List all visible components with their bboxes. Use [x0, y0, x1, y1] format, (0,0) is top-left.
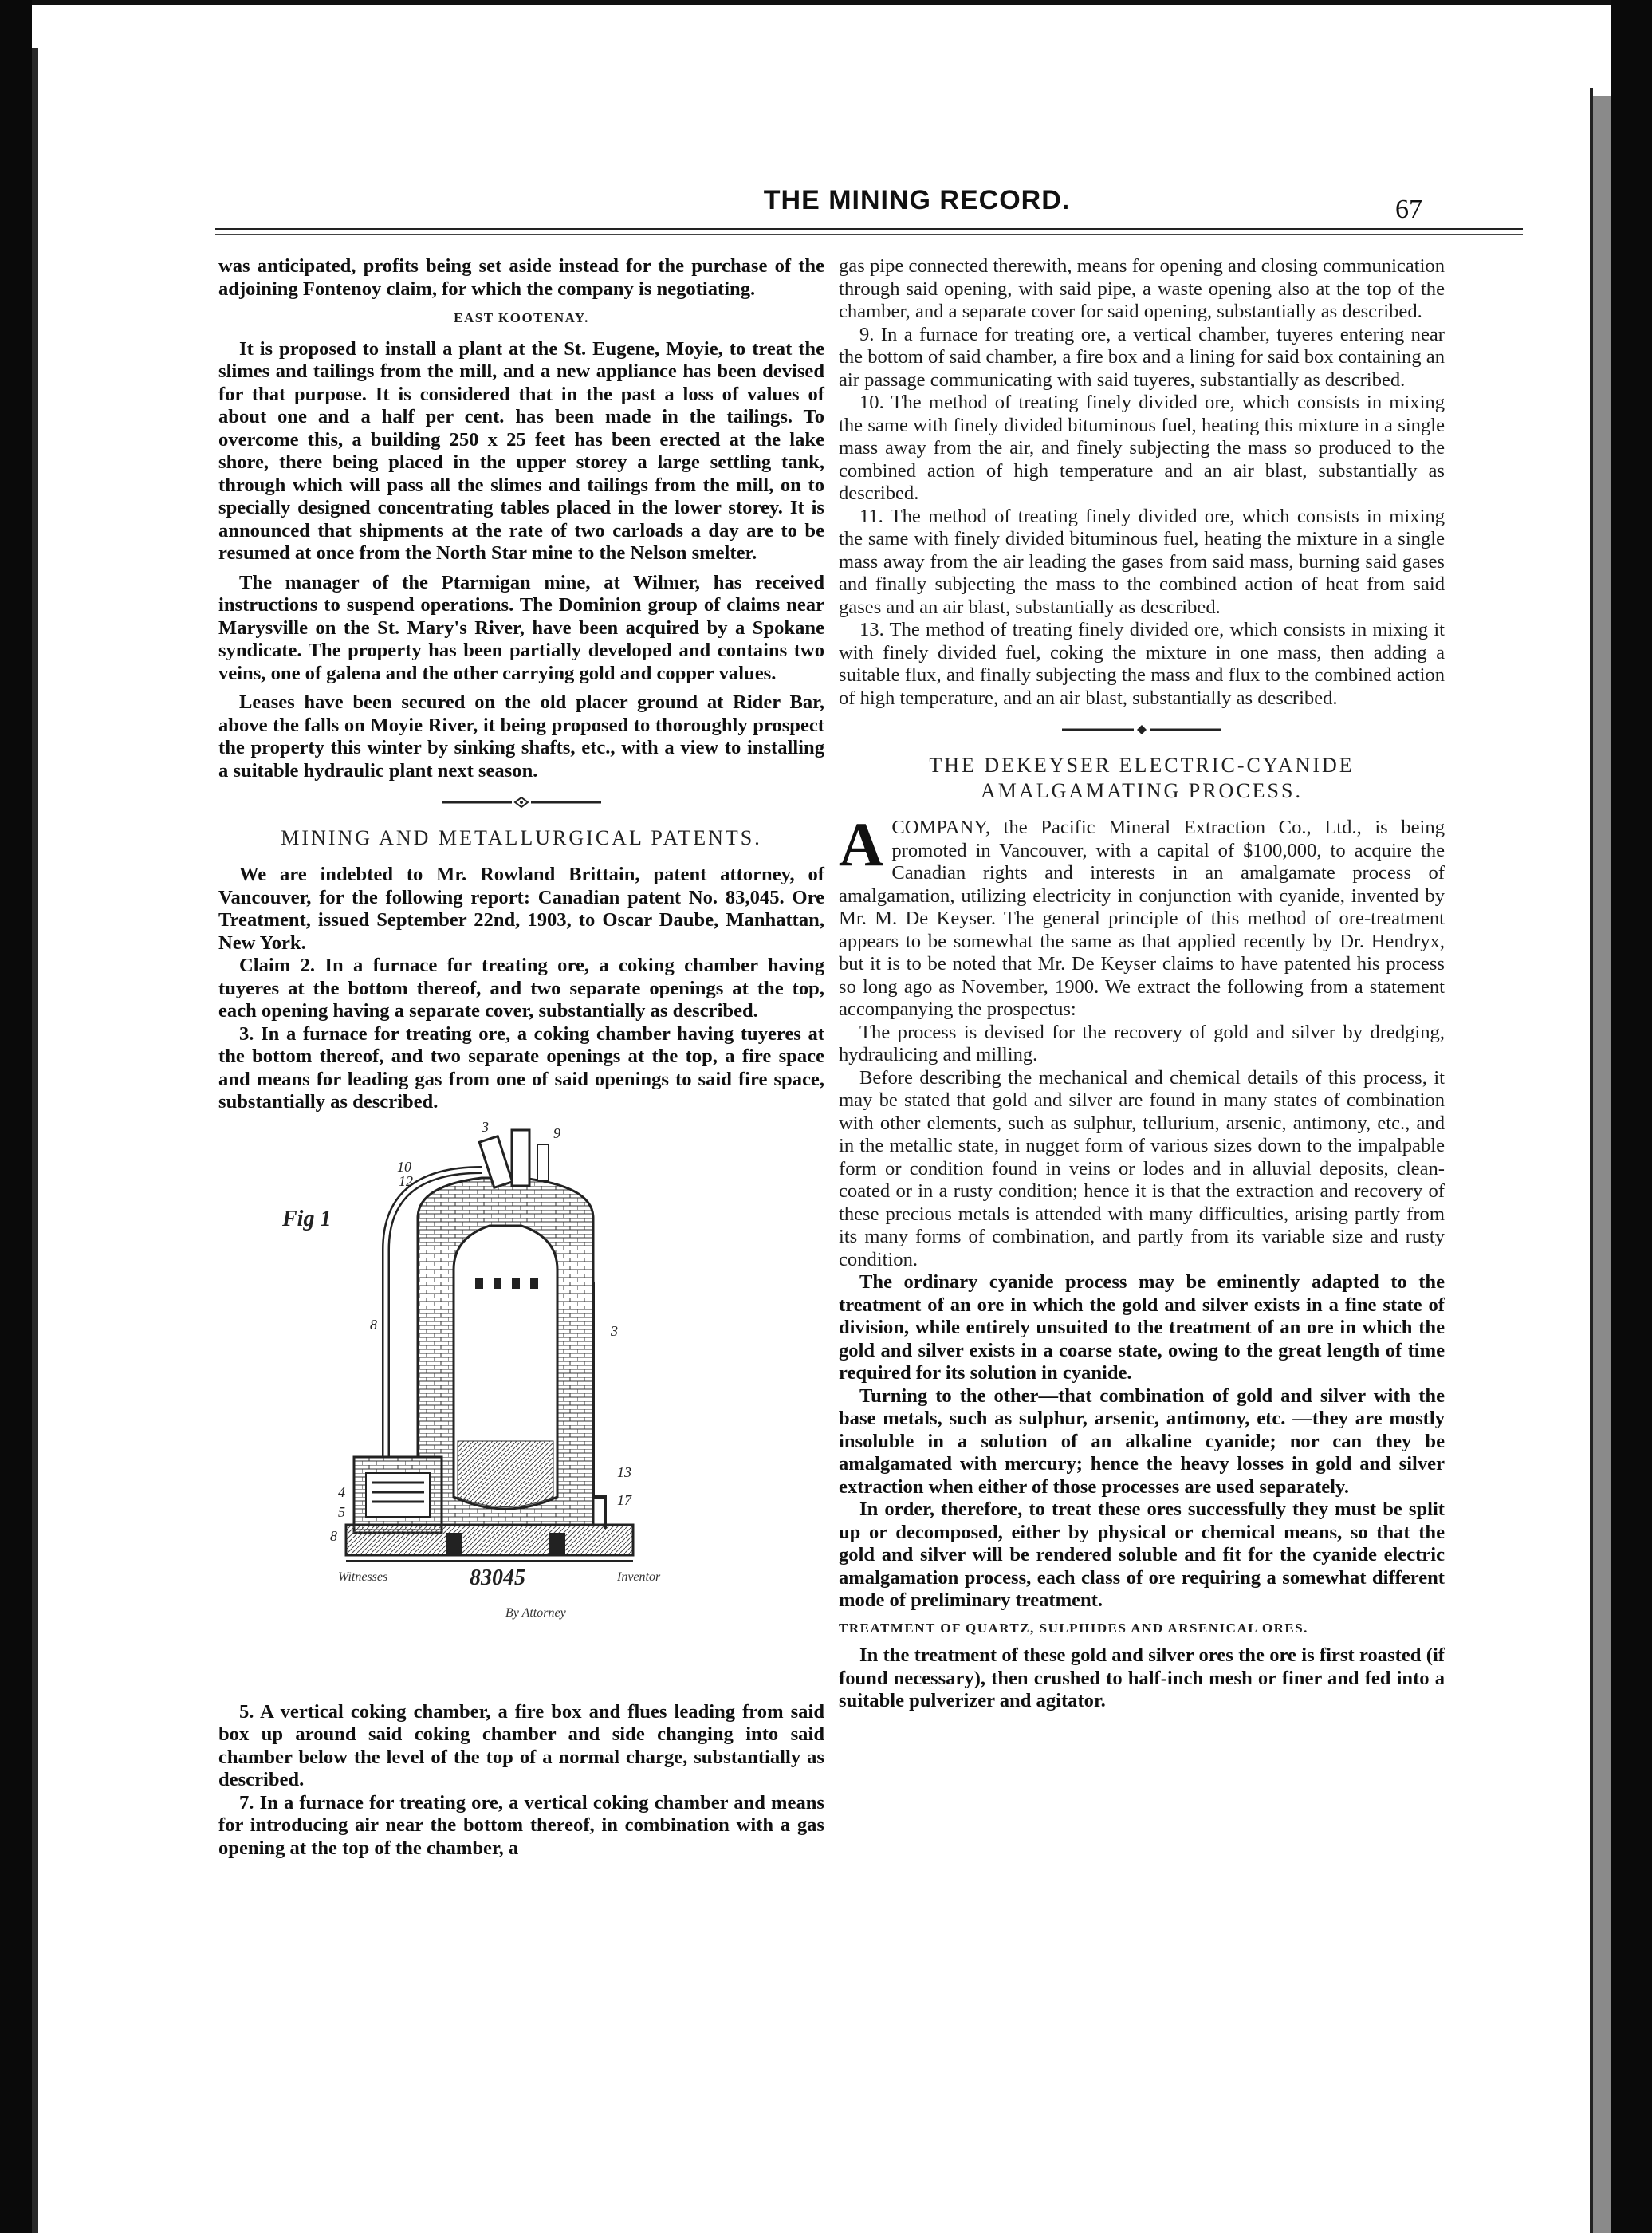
paragraph-claim-10: 10. The method of treating finely divided ore, which consists in mixing the same with finely divided bituminous fuel, heating this mixture in a single mass away from the air, and finely subjecting the mass so produced to the combined action of high temperature and an air blast, substantially as described.: [839, 392, 1445, 504]
paragraph-dekeyser-1: [839, 809, 1445, 1022]
page-number: 67: [1395, 195, 1422, 224]
header-rule: [215, 228, 1523, 230]
right-column: [839, 255, 1445, 1713]
paragraph-dekeyser-5: Turning to the other—that combination of gold and silver with the base metals, such as sulphur, arsenic, antimony, etc. —they are mostly insoluble in a solution of an alkaline cyanide; nor can they be amalgamated with mercury; hence the heavy losses in gold and silver extraction when either of those processes are used separately.: [839, 1384, 1445, 1498]
figure-label: Fig 1: [282, 1206, 332, 1231]
paragraph-claim-7: 7. In a furnace for treating ore, a vertical coking chamber and means for introducing air near the bottom thereof, in combination with a gas opening at the top of the chamber, a: [218, 1791, 824, 1859]
furnace-patent-drawing: [218, 1122, 824, 1688]
figure-inventor: Inventor: [617, 1569, 661, 1584]
svg-text:4: 4: [338, 1483, 345, 1500]
paragraph-east-kootenay-3: Leases have been secured on the old placer ground at Rider Bar, above the falls on Moyie River, it being proposed to thoroughly prospect the property this winter by sinking shafts, etc., with a view to installing a suitable hydraulic plant next season.: [218, 691, 824, 782]
svg-text:8: 8: [370, 1316, 377, 1333]
svg-text:13: 13: [617, 1463, 631, 1480]
east-kootenay-heading: EAST KOOTENAY.: [454, 310, 589, 325]
paragraph-dekeyser-2: The process is devised for the recovery of gold and silver by dredging, hydraulicing and milling.: [839, 1021, 1445, 1065]
patents-title: MINING AND METALLURGICAL PATENTS.: [281, 826, 762, 849]
paragraph-dekeyser-7: In the treatment of these gold and silver ores the ore is first roasted (if found necessary), then crushed to half-inch mesh or finer and fed into a suitable pulverizer and agitator.: [839, 1644, 1445, 1711]
figure-witnesses: Witnesses: [338, 1569, 388, 1584]
svg-text:3: 3: [482, 1121, 489, 1135]
header-rule-thin: [215, 234, 1523, 235]
figure-attorney: By Attorney: [505, 1605, 566, 1620]
paragraph-dekeyser-3: Before describing the mechanical and chemical details of this process, it may be stated that gold and silver are found in many states of combination with other elements, such as sulphur, tellurium, arsenic, antimony, etc., and in the metallic state, in nugget form of various sizes down to the impalpable form or condition found in veins or lodes and in alluvial deposits, clean-coated or in a rusty condition; hence it is that the extraction and recovery of these precious metals is attended with many difficulties, arising partly from its many forms of combination, and partly from its variable size and rusty condition.: [839, 1066, 1445, 1270]
paragraph-claim-3: 3. In a furnace for treating ore, a coking chamber having tuyeres at the bottom thereof, and two separate openings at the top, a fire space and means for leading gas from one of said openings to said fire space, substantially as described.: [218, 1022, 824, 1113]
svg-text:17: 17: [617, 1491, 631, 1508]
svg-text:5: 5: [338, 1503, 345, 1520]
section-ornament: [218, 797, 824, 808]
book-binding-left: [0, 0, 32, 2233]
left-column: [218, 255, 824, 1860]
paragraph-intro: was anticipated, profits being set aside instead for the purchase of the adjoining Fontenoy claim, for which the company is negotiating.: [218, 255, 824, 300]
section-ornament-right: [839, 724, 1445, 735]
running-head-title: THE MINING RECORD.: [763, 185, 1071, 215]
svg-text:12: 12: [399, 1172, 413, 1189]
paragraph-claim-5: 5. A vertical coking chamber, a fire box and flues leading from said box up around said coking chamber and side changing into said chamber below the level of the top of a normal charge, substantially as described.: [218, 1700, 824, 1790]
paragraph-east-kootenay-1: It is proposed to install a plant at the St. Eugene, Moyie, to treat the slimes and tailings from the mill, and a new appliance has been devised for that purpose. It is considered that in the past a loss of values of about one and a half per cent. has been made in the tailings. To overcome this, a building 250 x 25 feet has been erected at the lake shore, there being placed in the upper storey a large settling tank, through which will pass all the slimes and tailings from the mill, on to specially designed concentrating tables placed in the lower storey. It is announced that shipments at the rate of two carloads a day are to be resumed at once from the North Star mine to the Nelson smelter.: [218, 337, 824, 564]
paragraph-claim-2: Claim 2. In a furnace for treating ore, a coking chamber having tuyeres at the bottom thereof, and two separate openings at the top, each opening having a separate cover, substantially as described.: [218, 955, 824, 1022]
dekeyser-title: THE DEKEYSER ELECTRIC-CYANIDE AMALGAMATING PROCESS.: [929, 754, 1355, 802]
page-stack-edge: [1593, 96, 1611, 2233]
figure-patent-number: 83045: [470, 1565, 525, 1590]
paragraph-east-kootenay-2: The manager of the Ptarmigan mine, at Wilmer, has received instructions to suspend operations. The Dominion group of claims near Marysville on the St. Mary's River, have been acquired by a Spokane syndicate. The property has been partially developed and contains two veins, one of galena and the other carrying gold and copper values.: [218, 571, 824, 684]
paragraph-claim-11: 11. The method of treating finely divided ore, which consists in mixing the same with finely divided bituminous fuel, heating the mixture in a single mass away from the air leading the gases from said mass, burning said gases and finally subjecting the mass to the combined action of heat from said gases and an air blast, substantially as described.: [839, 505, 1445, 618]
drop-cap-letter: A: [839, 809, 884, 879]
svg-text:8: 8: [330, 1527, 337, 1544]
paragraph-patent-intro: We are indebted to Mr. Rowland Brittain, patent attorney, of Vancouver, for the following report: Canadian patent No. 83,045. Ore Treatment, issued September 22nd, 1903, to Oscar Daube, Manhattan, New York.: [218, 864, 824, 954]
book-binding-right: [1611, 0, 1652, 2233]
furnace-drawing-svg: [218, 1122, 824, 1688]
book-binding-left-shadow: [32, 48, 38, 2233]
svg-text:10: 10: [397, 1158, 411, 1175]
paragraph-claim-13: 13. The method of treating finely divided ore, which consists in mixing it with finely divided fuel, coking the mixture in one mass, then adding a suitable flux, and finally subjecting the mass and flux to the combined action of high temperature, and an air blast, substantially as described.: [839, 619, 1445, 709]
paragraph-claim-9: 9. In a furnace for treating ore, a vertical chamber, tuyeres entering near the bottom of said chamber, a fire box and a lining for said box containing an air passage communicating with said tuyeres, substantially as described.: [839, 323, 1445, 391]
journal-page: [56, 16, 1588, 2217]
paragraph-claim-7-continued: gas pipe connected therewith, means for opening and closing communication through said opening, with said pipe, a waste opening also at the top of the chamber, and a separate cover for said opening, substantially as described.: [839, 255, 1445, 322]
svg-text:3: 3: [611, 1322, 618, 1339]
paragraph-dekeyser-4: The ordinary cyanide process may be eminently adapted to the treatment of an ore in which the gold and silver exists in a fine state of division, while entirely unsuited to the treatment of an ore in which the gold and silver exists in a coarse state, owing to the great length of time required for its solution in cyanide.: [839, 1271, 1445, 1384]
svg-text:9: 9: [553, 1124, 560, 1141]
paragraph-dekeyser-6: In order, therefore, to treat these ores successfully they must be split up or decomposed, either by physical or chemical means, so that the gold and silver will be rendered soluble and fit for the cyanide electric amalgamation process, each class of ore requiring a somewhat different mode of preliminary treatment.: [839, 1499, 1445, 1611]
treatment-heading: TREATMENT OF QUARTZ, SULPHIDES AND ARSENICAL ORES.: [839, 1620, 1308, 1636]
page-top-edge: [32, 0, 1611, 5]
paragraph-dekeyser-1-text: COMPANY, the Pacific Mineral Extraction Co., Ltd., is being promoted in Vancouver, with a capital of $100,000, to acquire the Canadian rights and interests in an amalgamate process of amalgamation, utilizing electricity in conjunction with cyanide, invented by Mr. M. De Keyser. The general principle of this method of ore-treatment appears to be somewhat the same as that applied recently by Dr. Hendryx, but it is to be noted that Mr. De Keyser claims to have patented his process so long ago as November, 1900. We extract the following from a statement accompanying the prospectus:: [839, 817, 1445, 1020]
